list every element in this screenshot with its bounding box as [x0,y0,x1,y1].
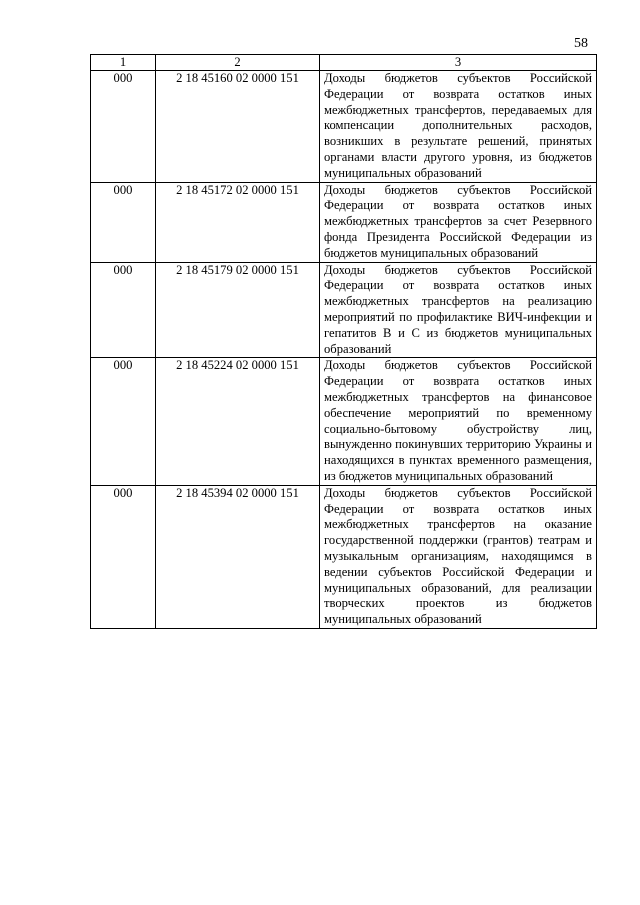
kbk-code-cell: 2 18 45224 02 0000 151 [156,358,320,485]
table-row [91,182,597,262]
column-header-3: 3 [320,55,597,71]
budget-classification-table [90,54,597,629]
kbk-code-cell: 2 18 45172 02 0000 151 [156,182,320,262]
description-cell: Доходы бюджетов субъектов Российской Федерации от возврата остатков иных межбюджетных трансфертов на оказание государственной поддержки (грантов) театрам и музыкальным организациям, находящимся в ведении субъектов Российской Федерации и муниципальных образований, для реализации творческих проектов из бюджетов муниципальных образований [320,485,597,628]
table-row [91,358,597,485]
admin-code-cell: 000 [91,71,156,183]
kbk-code-cell: 2 18 45179 02 0000 151 [156,262,320,358]
column-header-2: 2 [156,55,320,71]
table-row [91,485,597,628]
table-header-row [91,55,597,71]
description-cell: Доходы бюджетов субъектов Российской Федерации от возврата остатков иных межбюджетных трансфертов на реализацию мероприятий по профилактике ВИЧ-инфекции и гепатитов В и С из бюджетов муниципальных образований [320,262,597,358]
kbk-code-cell: 2 18 45394 02 0000 151 [156,485,320,628]
description-cell: Доходы бюджетов субъектов Российской Федерации от возврата остатков иных межбюджетных трансфертов, передаваемых для компенсации дополнительных расходов, возникших в результате решений, принятых органами власти другого уровня, из бюджетов муниципальных образований [320,71,597,183]
table-row [91,262,597,358]
page-number: 58 [574,36,588,51]
column-header-1: 1 [91,55,156,71]
kbk-code-cell: 2 18 45160 02 0000 151 [156,71,320,183]
admin-code-cell: 000 [91,262,156,358]
table-row [91,71,597,183]
admin-code-cell: 000 [91,358,156,485]
admin-code-cell: 000 [91,485,156,628]
description-cell: Доходы бюджетов субъектов Российской Федерации от возврата остатков иных межбюджетных трансфертов на финансовое обеспечение мероприятий по временному социально-бытовому обустройству лиц, вынужденно покинувших территорию Украины и находящихся в пунктах временного размещения, из бюджетов муниципальных образований [320,358,597,485]
admin-code-cell: 000 [91,182,156,262]
description-cell: Доходы бюджетов субъектов Российской Федерации от возврата остатков иных межбюджетных трансфертов за счет Резервного фонда Президента Российской Федерации из бюджетов муниципальных образований [320,182,597,262]
